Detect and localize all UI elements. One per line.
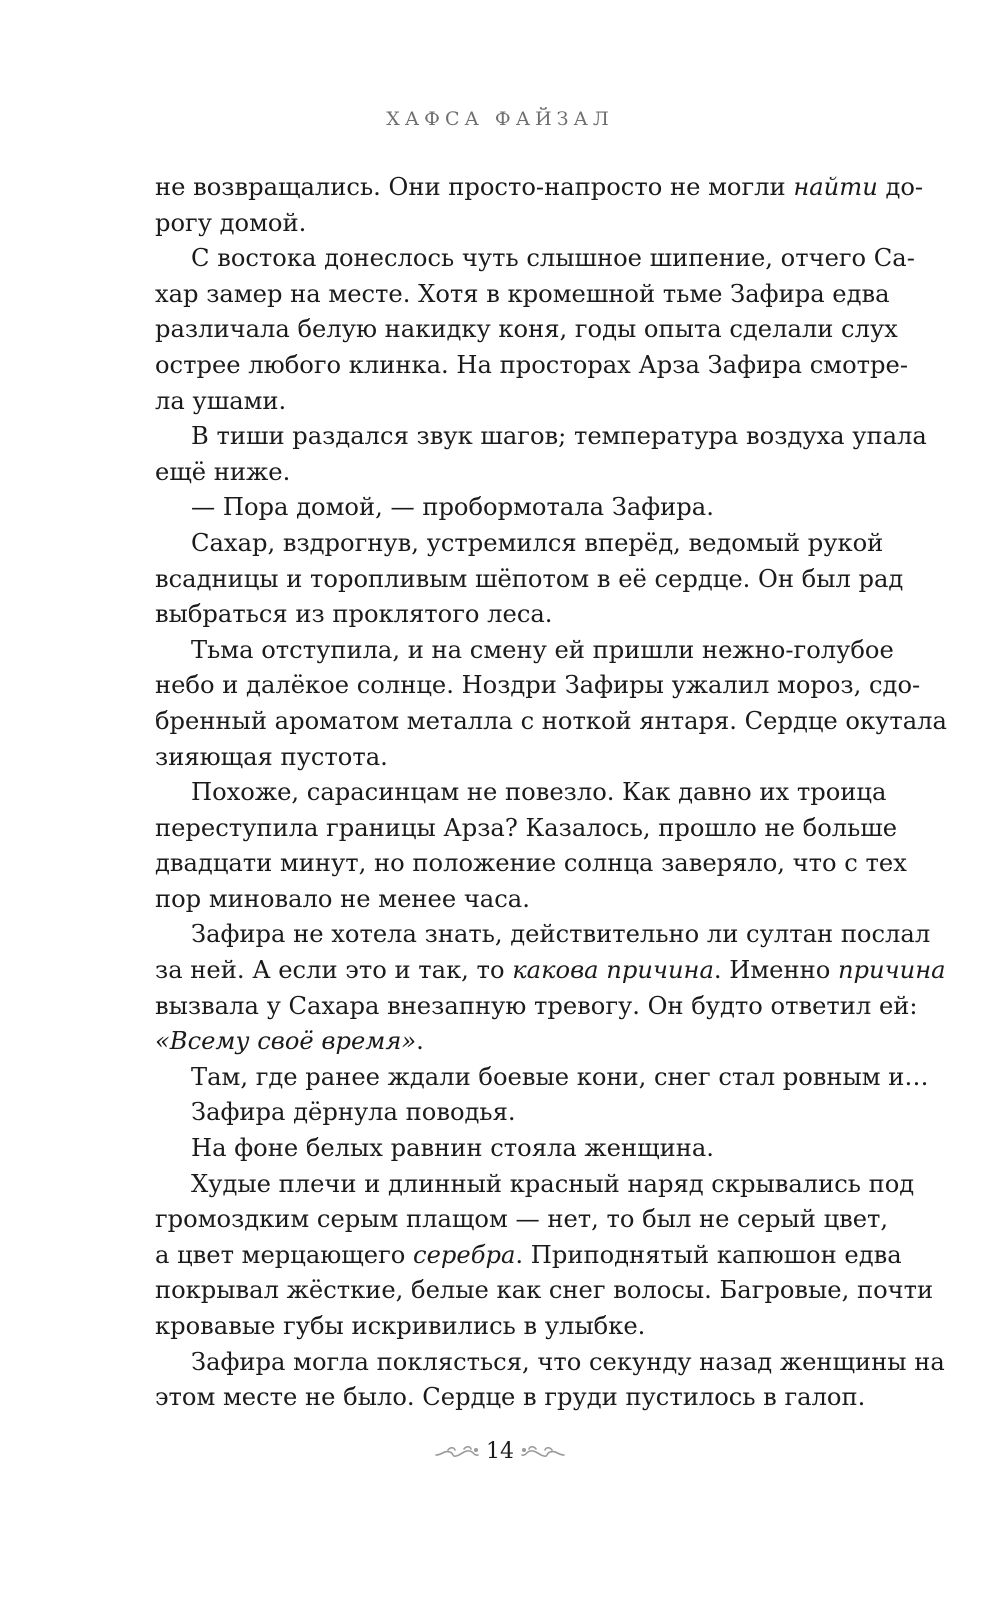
- text-line: за ней. А если это и так, то какова причина. Именно причина: [155, 956, 946, 985]
- text-line: Сахар, вздрогнув, устремился вперёд, ведомый рукой: [191, 528, 884, 557]
- running-head: ХАФСА ФАЙЗАЛ: [386, 108, 614, 130]
- text-line: переступила границы Арза? Казалось, прошло не больше: [155, 813, 898, 842]
- text-line: С востока донеслось чуть слышное шипение, отчего Са-: [191, 244, 915, 273]
- italic-emphasis: «Всему своё время»: [155, 1027, 417, 1056]
- text-line: Тьма отступила, и на смену ей пришли нежно-голубое: [191, 635, 894, 664]
- text-line: «Всему своё время».: [155, 1027, 424, 1056]
- floral-ornament-left-icon: [434, 1444, 480, 1460]
- text-line: громоздким серым плащом — нет, то был не серый цвет,: [155, 1205, 889, 1234]
- italic-emphasis: какова причина: [512, 956, 714, 985]
- text-line: небо и далёкое солнце. Ноздри Зафиры ужалил мороз, сдо-: [155, 671, 921, 700]
- text-line: хар замер на месте. Хотя в кромешной тьме Зафира едва: [155, 279, 890, 308]
- text-line: Зафира могла поклясться, что секунду назад женщины на: [191, 1347, 945, 1376]
- italic-emphasis: серебра: [413, 1240, 516, 1269]
- page-footer: [0, 1437, 1000, 1467]
- text-line: всадницы и торопливым шёпотом в её сердце. Он был рад: [155, 564, 904, 593]
- text-line: На фоне белых равнин стояла женщина.: [191, 1134, 714, 1163]
- text-line: Зафира не хотела знать, действительно ли султан послал: [191, 920, 931, 949]
- text-line: зияющая пустота.: [155, 742, 388, 771]
- text-line: — Пора домой, — пробормотала Зафира.: [191, 493, 714, 522]
- text-line: выбраться из проклятого леса.: [155, 600, 553, 629]
- text-line: этом месте не было. Сердце в груди пустилось в галоп.: [155, 1383, 866, 1412]
- body-text: [155, 170, 947, 1416]
- text-line: различала белую накидку коня, годы опыта сделали слух: [155, 315, 898, 344]
- text-line: ла ушами.: [155, 386, 287, 415]
- text-line: кровавые губы искривились в улыбке.: [155, 1312, 646, 1340]
- text-line: Похоже, сарасинцам не повезло. Как давно их троица: [191, 778, 887, 807]
- text-line: рогу домой.: [155, 208, 307, 237]
- italic-emphasis: причина: [837, 956, 946, 985]
- text-line: не возвращались. Они просто-напросто не могли найти до-: [155, 173, 924, 201]
- text-line: острее любого клинка. На просторах Арза Зафира смотре-: [155, 350, 909, 379]
- text-line: пор миновало не менее часа.: [155, 884, 530, 913]
- text-line: ещё ниже.: [155, 457, 291, 486]
- floral-ornament-right-icon: [520, 1444, 566, 1460]
- text-line: Зафира дёрнула поводья.: [191, 1098, 516, 1127]
- italic-emphasis: найти: [793, 173, 878, 201]
- text-line: покрывал жёсткие, белые как снег волосы. Багровые, почти: [155, 1276, 934, 1305]
- text-line: Там, где ранее ждали боевые кони, снег стал ровным и…: [191, 1062, 929, 1091]
- text-line: вызвала у Сахара внезапную тревогу. Он будто ответил ей:: [155, 991, 918, 1020]
- text-line: бренный ароматом металла с ноткой янтаря. Сердце окутала: [155, 706, 947, 735]
- text-line: двадцати минут, но положение солнца заверяло, что с тех: [155, 849, 907, 878]
- text-line: а цвет мерцающего серебра. Приподнятый капюшон едва: [155, 1240, 902, 1269]
- text-line: В тиши раздался звук шагов; температура воздуха упала: [191, 422, 927, 451]
- text-line: Худые плечи и длинный красный наряд скрывались под: [191, 1169, 915, 1198]
- page-number: 14: [486, 1439, 514, 1464]
